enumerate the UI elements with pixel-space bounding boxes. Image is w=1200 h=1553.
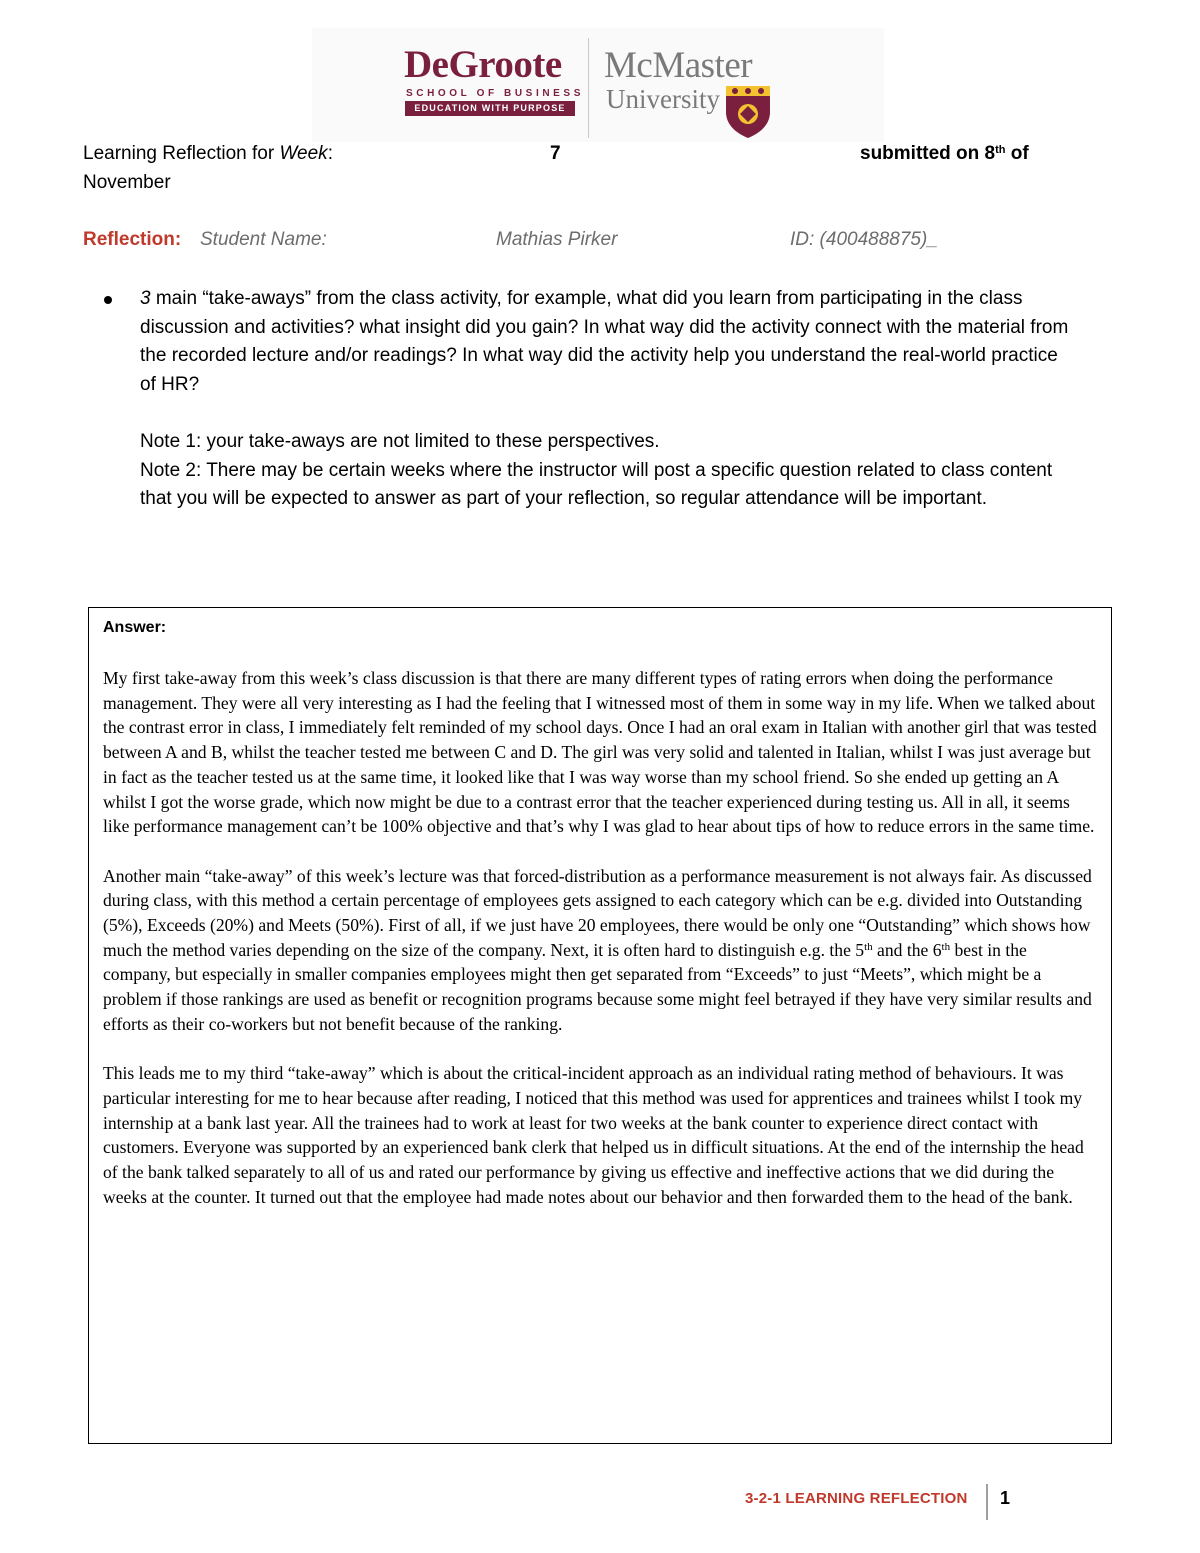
university-crest-icon (722, 82, 774, 140)
footer-divider (986, 1484, 988, 1520)
week-number: 7 (550, 143, 561, 164)
mcmaster-university-word: University (606, 84, 720, 114)
answer-paragraph-3: This leads me to my third “take-away” which is about the critical-incident approach as an individual rating method of behaviours. It was particular interesting for me to hear because after reading, I noticed that this method was used for apprentices and trainees whilst I took my internship at a bank last year. All the trainees had to work at least for two weeks at the bank counter to experience direct contact with customers. Everyone was supported by an experienced bank clerk that helped us in difficult situations. At the end of the internship the head of the bank talked separately to all of us and rated our performance by giving us effective and ineffective actions that we did during the weeks at the counter. It turned out that the employee had made notes about our behavior and then forwarded them to the head of the bank. (103, 1063, 1084, 1207)
answer-p2-part-b: and the 6 (872, 939, 942, 960)
student-id: ID: (400488875)_ (790, 229, 938, 250)
submitted-month: November (83, 172, 171, 193)
prompt-text (140, 285, 1070, 399)
prompt-body: main “take-aways” from the class activity, for example, what did you learn from participating in the class discussion and activities? what insight did you gain? In what way did the activity connect with the material from the recorded lecture and/or readings? In what way did the activity help you understand the real-world practice of HR? (140, 288, 1069, 395)
title-prefix: Learning Reflection for (83, 143, 280, 164)
reflection-label: Reflection: (83, 229, 182, 250)
submitted-sup: th (995, 144, 1006, 156)
submitted-date (860, 143, 1029, 165)
answer-label: Answer: (103, 619, 167, 636)
logo-divider (588, 38, 589, 138)
student-name-value: Mathias Pirker (496, 229, 618, 250)
answer-p2-part-a: Another main “take-away” of this week’s lecture was that forced-distribution as a performance measurement is not always fair. As discussed during class, with this method a certain percentage of employees gets assigned to each category which can be e.g. divided into Outstanding (5%), Exceeds (20%) and Meets (50%). First of all, if we just have 20 employees, there would be only one “Outstanding” which shows how much the method varies depending on the size of the company. Next, it is often hard to distinguish e.g. the 5 (103, 865, 1092, 960)
answer-body (103, 666, 1097, 1234)
answer-p2-part-c: best in the company, but especially in smaller companies employees might then get separated from “Exceeds” to just “Meets”, which might be a problem if those rankings are used as benefit or recognition programs because some might feel betrayed if they have very similar results and efforts as their co-workers but not benefit because of the ranking. (103, 939, 1092, 1034)
bullet-icon (104, 296, 112, 304)
answer-p2-sup-2: th (941, 940, 951, 953)
title-colon: : (327, 143, 333, 164)
page-number: 1 (1000, 1488, 1011, 1508)
student-name-label: Student Name: (200, 229, 327, 250)
prompt-number: 3 (140, 288, 151, 309)
submitted-prefix: submitted on 8 (860, 143, 996, 164)
note-1: Note 1: your take-aways are not limited to these perspectives. (140, 431, 660, 452)
footer-label: 3-2-1 LEARNING REFLECTION (745, 1490, 968, 1507)
reflection-title (83, 143, 333, 165)
answer-box (88, 607, 1112, 1444)
prompt-notes (140, 428, 1070, 514)
answer-paragraph-2 (103, 864, 1097, 1037)
header-logo (312, 28, 884, 142)
answer-p2-sup-1: th (864, 940, 873, 953)
note-2: Note 2: There may be certain weeks where the instructor will post a specific question related to class content that you will be expected to answer as part of your reflection, so regular attendance will be important. (140, 459, 1053, 510)
answer-paragraph-1: My first take-away from this week’s class discussion is that there are many different types of rating errors when doing the performance management. They were all very interesting as I had the feeling that I witnessed most of them in some way in my life. When we talked about the contrast error in class, I immediately felt reminded of my school days. Once I had an oral exam in Italian with another girl that was tested between A and B, whilst the teacher tested me between C and D. The girl was very solid and talented in Italian, whilst I was just average but in fact as the teacher tested us at the same time, it looked like that I was way worse than my school friend. So she ended up getting an A whilst I got the worse grade, which now might be due to a contrast error that the teacher experienced during testing us. All in all, it seems like performance management can’t be 100% objective and that’s why I was glad to hear about tips of how to reduce errors in the same time. (103, 668, 1097, 837)
title-week-word: Week (279, 143, 328, 164)
degroote-tagline: EDUCATION WITH PURPOSE (405, 101, 575, 116)
mcmaster-wordmark: McMaster (604, 45, 753, 86)
degroote-subtitle: SCHOOL OF BUSINESS (406, 88, 584, 99)
submitted-suffix: of (1005, 143, 1029, 164)
degroote-wordmark: DeGroote (404, 43, 562, 86)
